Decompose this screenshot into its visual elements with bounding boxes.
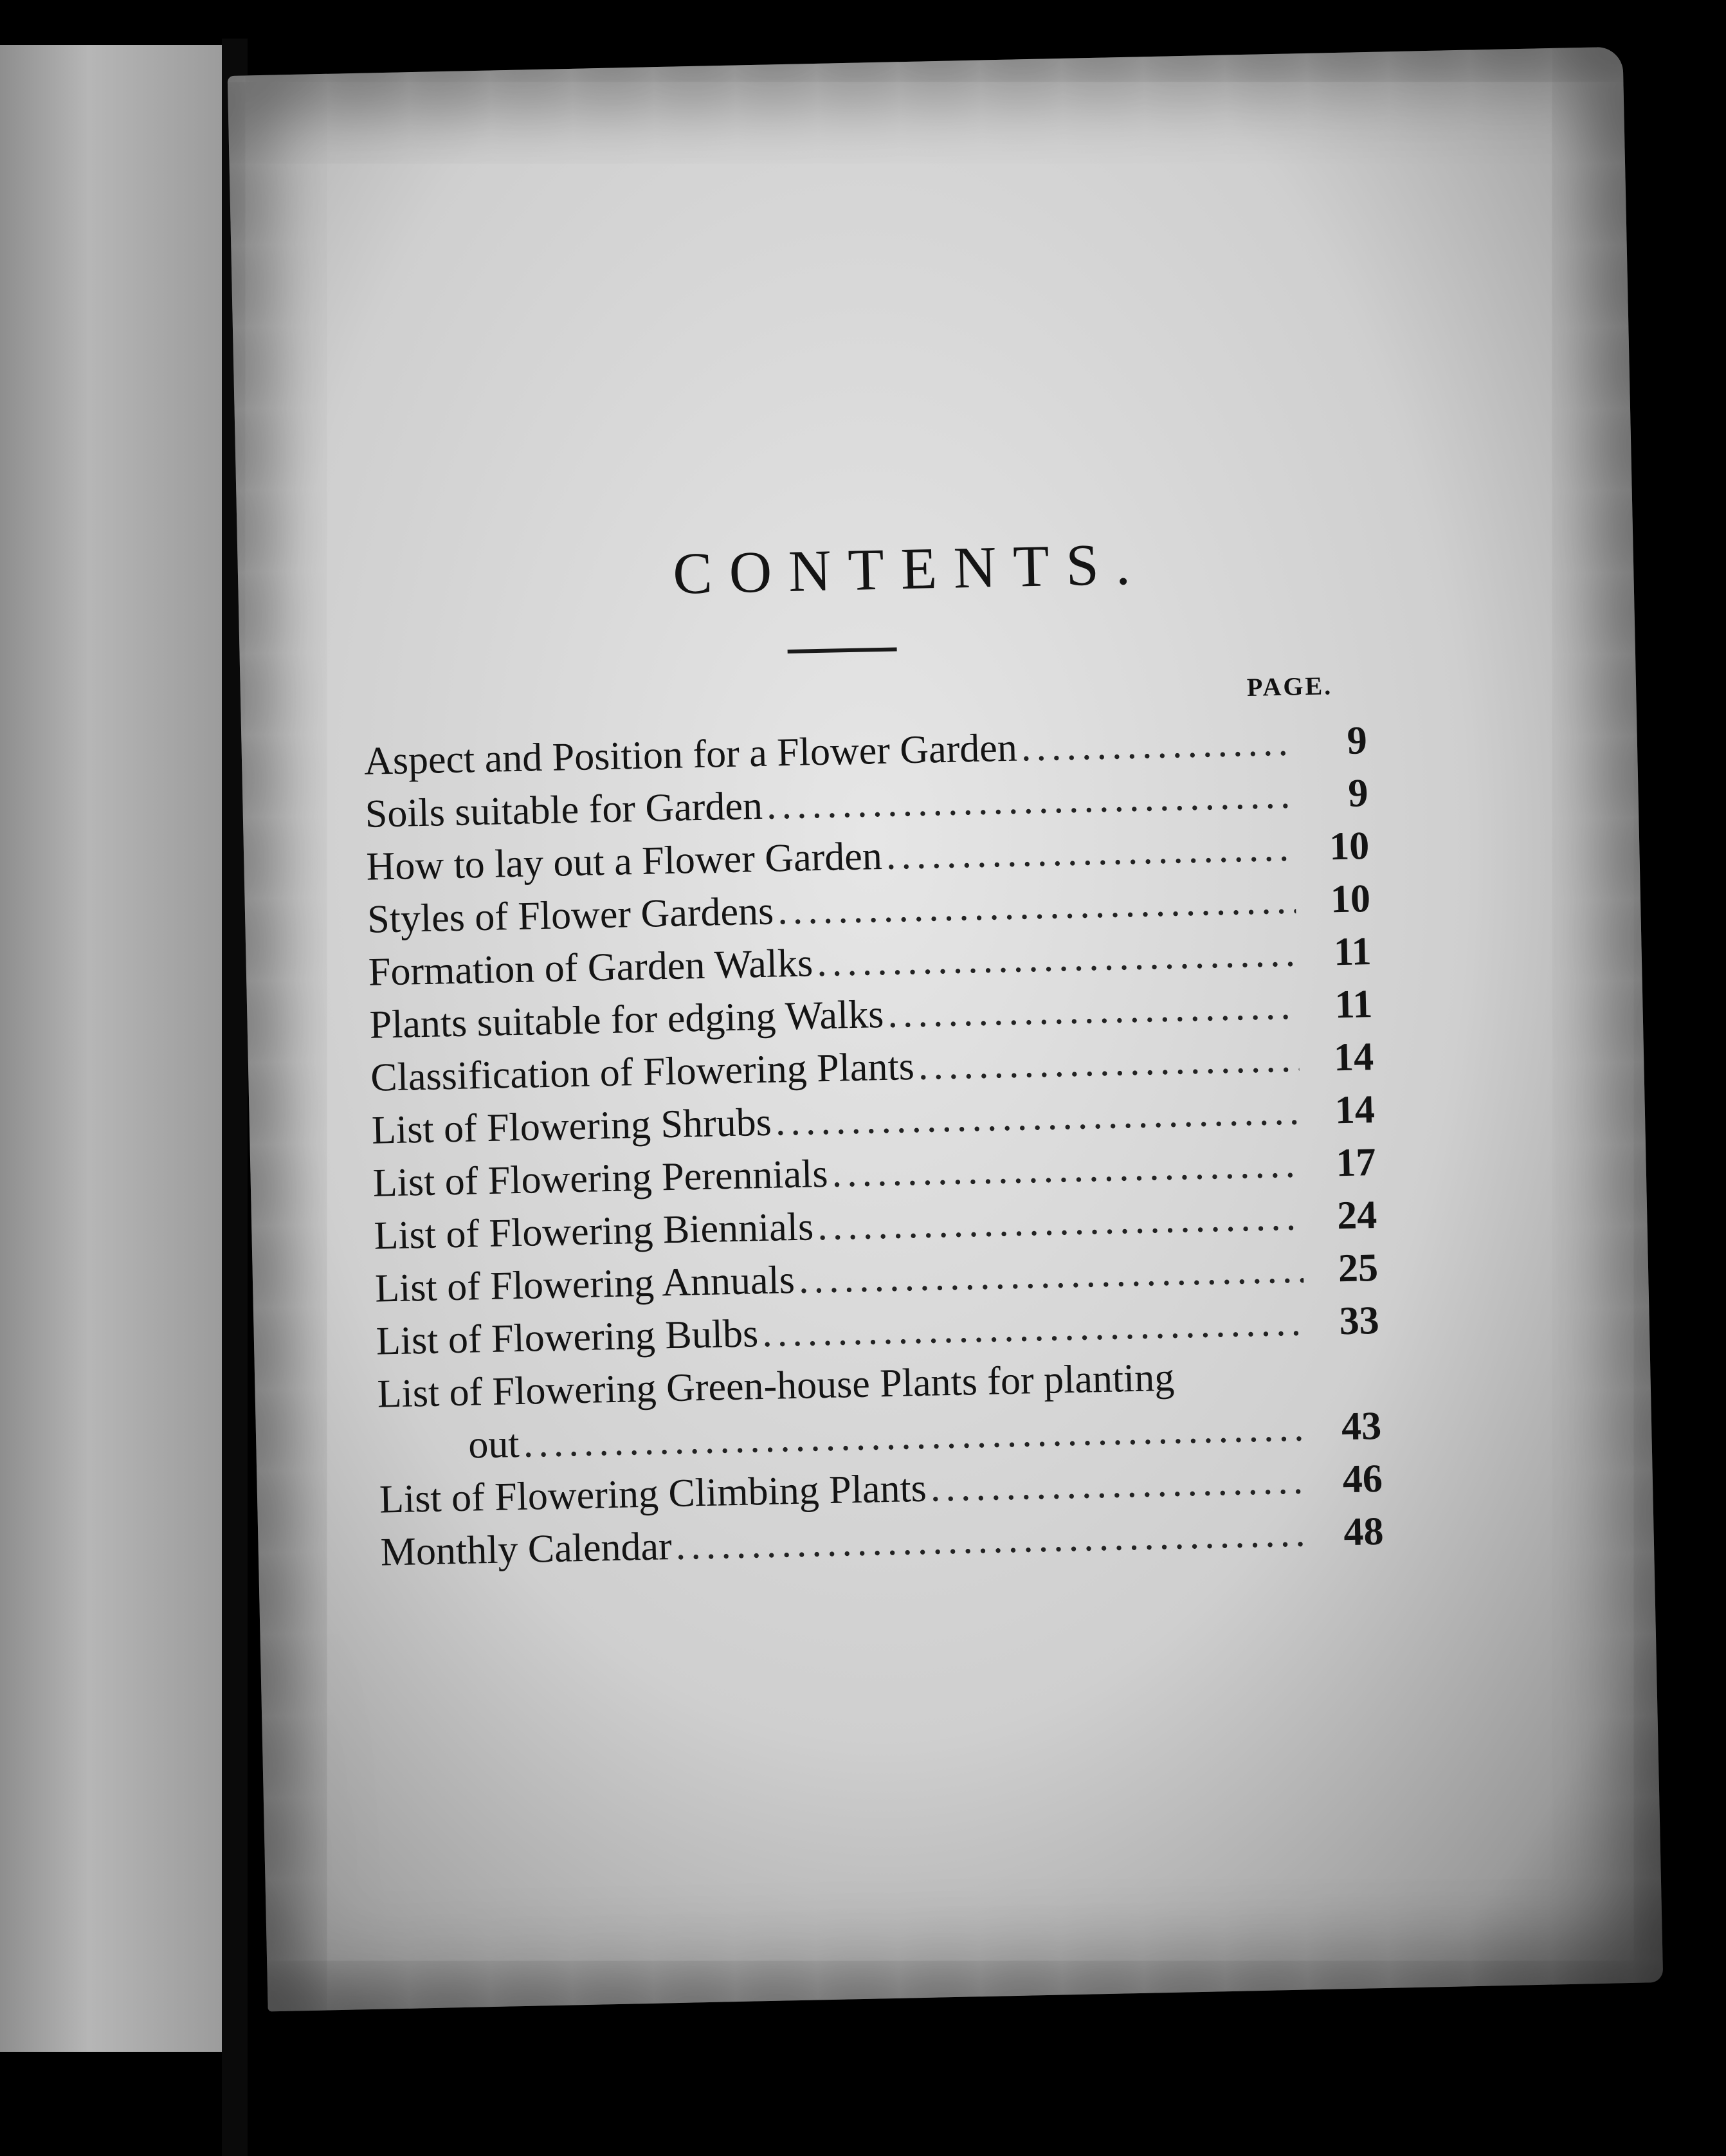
toc-entry-title: List of Flowering Shrubs [371,1100,772,1153]
toc-entry-title: Formation of Garden Walks [368,941,813,994]
toc-entry-title: Classification of Flowering Plants [370,1045,915,1100]
toc-entry-page: 33 [1338,1298,1380,1344]
toc-entry-title: List of Flowering Bulbs [376,1311,759,1364]
toc-entry-page: 17 [1335,1140,1377,1185]
toc-entry-page: 9 [1347,718,1368,763]
toc-entry-page: 10 [1329,824,1370,869]
toc-entry-page: 14 [1334,1088,1376,1133]
dot-leader [831,1141,1302,1196]
dot-leader [817,1194,1303,1250]
dot-leader [887,983,1299,1037]
toc-entry-title: How to lay out a Flower Garden [365,834,883,889]
toc-entry-title: Soils suitable for Garden [365,783,763,836]
toc-entry-title: List of Flowering Annuals [374,1257,795,1311]
toc-entry-page: 48 [1343,1509,1385,1555]
toc-entry-page: 24 [1336,1193,1377,1238]
toc-entry-title: Plants suitable for edging Walks [368,992,884,1047]
dot-leader [1021,720,1293,771]
toc-entry-title: List of Flowering Biennials [373,1205,814,1258]
toc-entry-title: List of Flowering Green-house Plants for planting [376,1355,1175,1416]
toc-entry-title: List of Flowering Climbing Plants [379,1466,927,1522]
toc-entry-page: 43 [1341,1403,1382,1449]
dot-leader [918,1036,1300,1089]
title-rule [788,647,897,653]
toc-entry-page: 46 [1342,1456,1383,1502]
facing-page-edge [0,45,222,2052]
toc-entry-page: 9 [1347,771,1369,816]
contents-page [228,47,1664,2012]
toc-entry-title: Aspect and Position for a Flower Garden [363,726,1018,783]
table-of-contents [363,718,1384,1582]
dot-leader [886,825,1295,879]
toc-entry-title: Styles of Flower Gardens [367,889,774,942]
dot-leader [816,931,1297,987]
toc-entry-page: 14 [1333,1035,1374,1080]
toc-entry-title: Monthly Calendar [380,1524,673,1575]
toc-entry-page: 11 [1333,929,1372,974]
toc-entry-page: 25 [1338,1245,1379,1291]
dot-leader [930,1457,1309,1511]
toc-entry-page: 11 [1334,982,1374,1027]
toc-entry-title-continued: out [468,1422,520,1467]
toc-entry-title: List of Flowering Perennials [372,1151,829,1205]
dot-leader [798,1247,1304,1302]
page-title: CONTENTS. [672,531,1148,607]
toc-entry-page: 10 [1330,877,1371,922]
page-column-heading: PAGE. [1246,671,1333,702]
